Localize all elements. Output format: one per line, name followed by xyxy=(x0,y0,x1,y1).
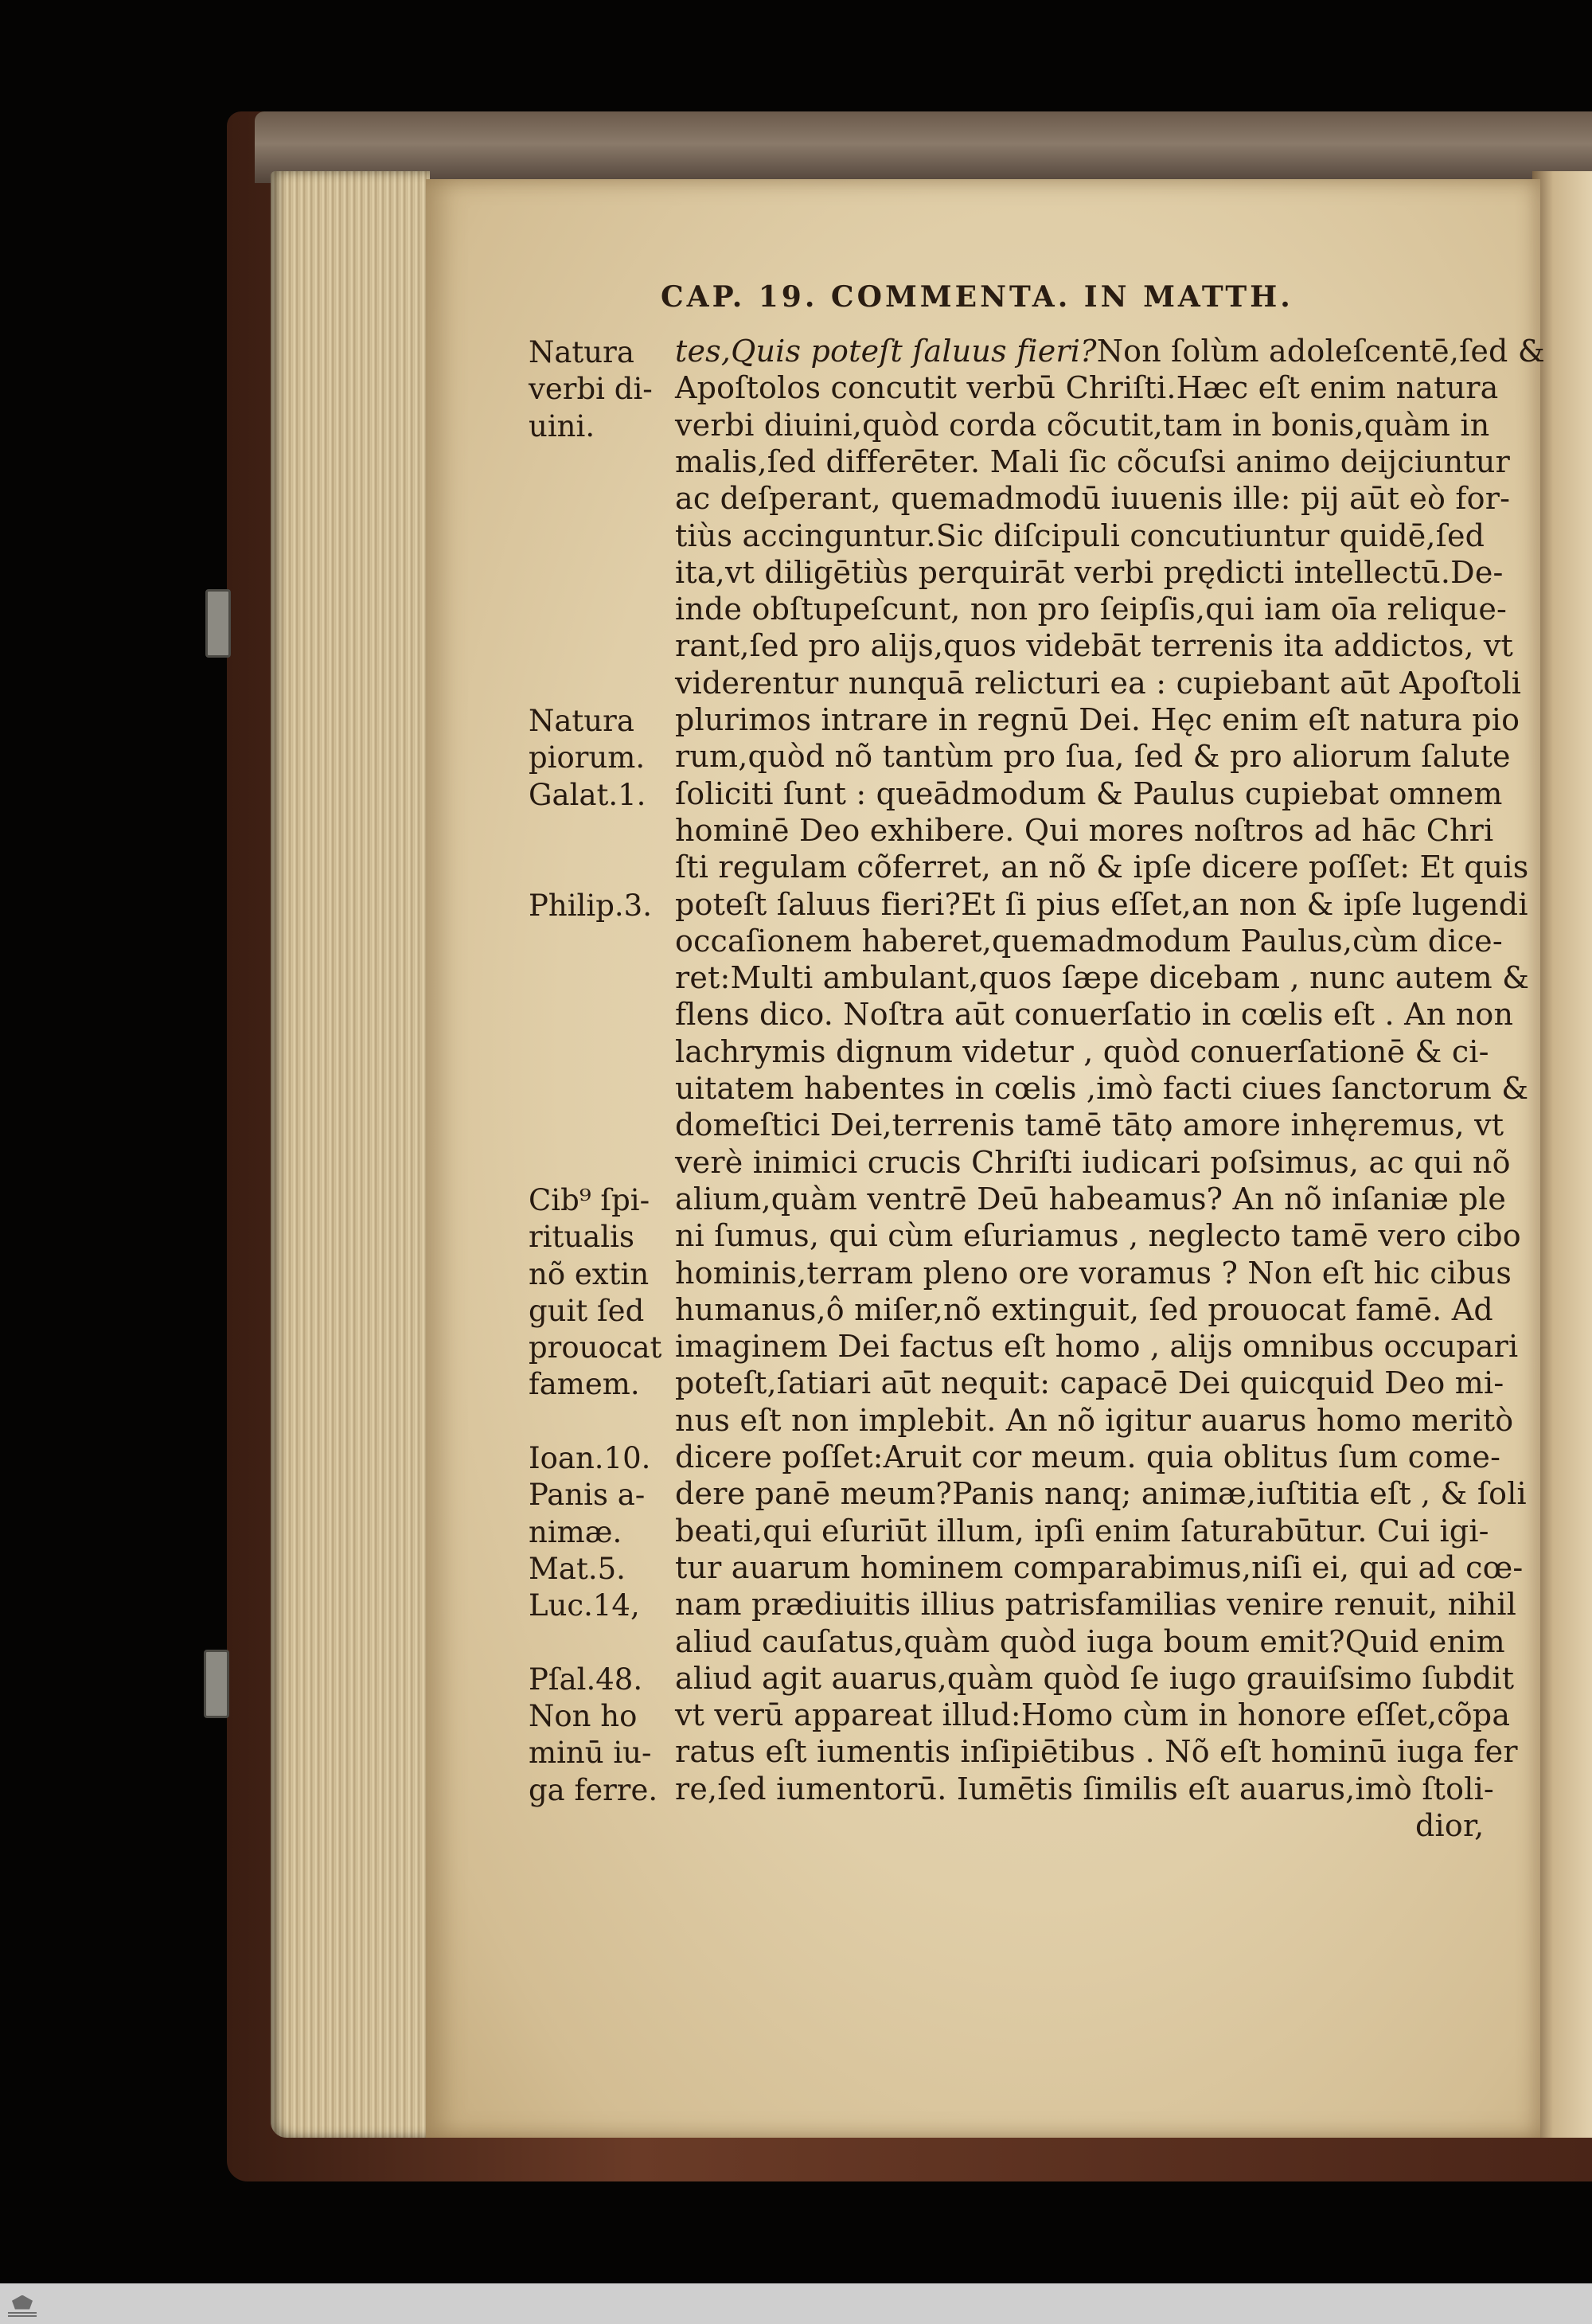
text-line xyxy=(675,334,1545,369)
margin-note: Panis a- xyxy=(529,1478,646,1513)
line-text: flens dico. Noſtra aūt conuerſatio in cœlis eſt . An non xyxy=(675,997,1514,1033)
text-line xyxy=(675,518,1485,553)
text-line xyxy=(675,665,1522,701)
clasp-top xyxy=(205,589,231,658)
margin-note: verbi di- xyxy=(529,372,653,407)
clasp-bottom xyxy=(204,1650,229,1718)
line-text: verbi diuini,quòd corda cõcutit,tam in bonis,quàm in xyxy=(675,407,1490,443)
margin-note: Mat.5. xyxy=(529,1551,626,1586)
text-line xyxy=(675,1513,1489,1549)
line-text: aliud cauſatus,quàm quòd iuga boum emit?Quid enim xyxy=(675,1623,1505,1659)
margin-note: famem. xyxy=(529,1367,640,1402)
text-line xyxy=(675,1218,1521,1254)
margin-note: Luc.14, xyxy=(529,1588,640,1623)
line-text: ni ſumus, qui cùm eſuriamus , neglecto tamē vero cibo xyxy=(675,1218,1521,1254)
line-text: alium,quàm ventrē Deū habeamus? An nõ inſaniæ ple xyxy=(675,1181,1507,1217)
text-line xyxy=(675,628,1514,664)
text-line xyxy=(675,1623,1505,1659)
gutter-next-page xyxy=(1532,171,1592,2138)
line-text: re,ſed iumentorū. Iumētis ſimilis eſt auarus,imò ſtoli- xyxy=(675,1771,1494,1806)
italic-phrase: tes,Quis poteſt ſaluus fieri? xyxy=(675,334,1097,369)
text-line xyxy=(675,1144,1511,1180)
running-head: CAP. 19. COMMENTA. IN MATTH. xyxy=(661,280,1294,314)
text-line xyxy=(675,812,1494,848)
text-line xyxy=(675,1734,1518,1770)
text-line xyxy=(675,1033,1489,1069)
text-line xyxy=(675,554,1504,590)
line-text: rant,ſed pro alijs,quos videbāt terrenis ita addictos, vt xyxy=(675,628,1514,664)
text-line xyxy=(675,997,1514,1033)
line-text: tiùs accinguntur.Sic diſcipuli concutiuntur quidē,ſed xyxy=(675,518,1485,553)
margin-note: nõ extin xyxy=(529,1256,650,1291)
line-text: vt verū appareat illud:Homo cùm in honore eſſet,cõpa xyxy=(675,1697,1511,1733)
line-text: Apoſtolos concutit verbū Chriſti.Hæc eſt enim natura xyxy=(675,370,1499,406)
text-line xyxy=(675,1365,1504,1401)
line-text: plurimos intrare in regnū Dei. Hęc enim eſt natura pio xyxy=(675,702,1520,737)
text-line xyxy=(675,1071,1529,1106)
margin-note: prouocat xyxy=(529,1330,662,1365)
text-line xyxy=(675,739,1511,775)
line-text: ac deſperant, quemadmodū iuuenis ille: pij aūt eò for- xyxy=(675,481,1511,517)
line-text: lachrymis dignum videtur , quòd conuerſationē & ci- xyxy=(675,1033,1489,1069)
text-line xyxy=(675,1291,1493,1327)
line-text: nam prædiuitis illius patrisfamilias venire renuit, nihil xyxy=(675,1587,1517,1623)
headband xyxy=(255,111,1592,183)
line-text: dicere poſſet:Aruit cor meum. quia oblitus ſum come- xyxy=(675,1439,1501,1474)
margin-note: guit ſed xyxy=(529,1293,645,1328)
line-text: hominē Deo exhibere. Qui mores noſtros ad hāc Chri xyxy=(675,812,1494,848)
line-text: imaginem Dei factus eſt homo , alijs omnibus occupari xyxy=(675,1329,1519,1365)
line-text: humanus,ô miſer,nõ extinguit, ſed prouocat famē. Ad xyxy=(675,1291,1493,1327)
text-line xyxy=(675,886,1528,922)
line-text: inde obſtupeſcunt, non pro ſeipſis,qui iam oīa relique- xyxy=(675,592,1508,627)
margin-note: Cib⁹ ſpi- xyxy=(529,1182,650,1217)
text-line xyxy=(675,443,1510,479)
margin-note: piorum. xyxy=(529,740,646,775)
line-text: viderentur nunquā relicturi ea : cupiebant aūt Apoſtoli xyxy=(675,665,1522,701)
text-line xyxy=(675,1660,1515,1696)
line-text: nus eſt non implebit. An nõ igitur auarus homo meritò xyxy=(675,1402,1514,1438)
line-text: dere panē meum?Panis nanq; animæ,iuſtitia eſt , & ſoli xyxy=(675,1476,1527,1512)
line-text: ſti regulam cõferret, an nõ & ipſe dicere poſſet: Et quis xyxy=(675,850,1529,885)
margin-note: Non ho xyxy=(529,1699,638,1734)
text-line xyxy=(675,1549,1524,1585)
line-text: malis,ſed differēter. Mali ſic cõcuſsi animo deijciuntur xyxy=(675,443,1510,479)
text-line xyxy=(675,775,1503,811)
line-text: beati,qui eſuriūt illum, ipſi enim ſaturabūtur. Cui igi- xyxy=(675,1513,1489,1549)
text-line xyxy=(675,407,1490,443)
margin-note: Natura xyxy=(529,335,634,369)
line-text: ita,vt diligētiùs perquirāt verbi prędicti intellectū.De- xyxy=(675,554,1504,590)
margin-note: Ioan.10. xyxy=(529,1441,651,1475)
text-line xyxy=(675,1771,1494,1806)
text-line xyxy=(675,850,1529,885)
text-line xyxy=(675,1107,1504,1143)
viewer-footer-bar xyxy=(0,2283,1592,2324)
line-text: tur auarum hominem comparabimus,niſi ei, qui ad cœ- xyxy=(675,1549,1524,1585)
margin-note: Pſal.48. xyxy=(529,1662,643,1697)
line-text: ratus eſt iumentis inſipiētibus . Nõ eſt hominū iuga fer xyxy=(675,1734,1518,1770)
line-text: Non ſolùm adoleſcentē,ſed & xyxy=(1096,334,1545,369)
margin-note: ga ferre. xyxy=(529,1772,658,1807)
text-line xyxy=(675,702,1520,737)
line-text: hominis,terram pleno ore voramus ? Non eſt hic cibus xyxy=(675,1255,1512,1291)
text-line xyxy=(675,923,1503,959)
text-line xyxy=(675,1402,1514,1438)
text-line xyxy=(675,1329,1519,1365)
margin-note: minū iu- xyxy=(529,1736,652,1771)
line-text: ſoliciti ſunt : queādmodum & Paulus cupiebat omnem xyxy=(675,775,1503,811)
page-edges xyxy=(271,171,430,2138)
margin-note: Galat.1. xyxy=(529,777,646,812)
text-line xyxy=(675,1255,1512,1291)
text-line xyxy=(675,1476,1527,1512)
line-text: verè inimici crucis Chriſti iudicari poſsimus, ac qui nõ xyxy=(675,1144,1511,1180)
line-text: rum,quòd nõ tantùm pro ſua, ſed & pro aliorum ſalute xyxy=(675,739,1511,775)
library-logo-icon xyxy=(5,2290,40,2318)
text-line xyxy=(675,1181,1507,1217)
margin-note: Natura xyxy=(529,704,634,738)
line-text: aliud agit auarus,quàm quòd ſe iugo grauiſsimo ſubdit xyxy=(675,1660,1515,1696)
margin-note: Philip.3. xyxy=(529,888,652,923)
text-line xyxy=(1415,1810,1484,1841)
text-line xyxy=(675,370,1499,406)
margin-note: nimæ. xyxy=(529,1514,622,1549)
margin-note: ritualis xyxy=(529,1220,634,1255)
text-line xyxy=(675,481,1511,517)
margin-note: uini. xyxy=(529,408,595,443)
line-text: occaſionem haberet,quemadmodum Paulus,cùm dice- xyxy=(675,923,1503,959)
line-text: uitatem habentes in cœlis ,imò facti ciues ſanctorum & xyxy=(675,1071,1529,1106)
line-text: dior, xyxy=(1415,1808,1485,1843)
text-line xyxy=(675,960,1530,996)
text-line xyxy=(675,1587,1517,1623)
line-text: ret:Multi ambulant,quos ſæpe dicebam , nunc autem & xyxy=(675,960,1530,996)
text-line xyxy=(675,1697,1511,1733)
text-line xyxy=(675,1439,1501,1474)
line-text: poteſt ſaluus fieri?Et ſi pius eſſet,an non & ipſe lugendi xyxy=(675,886,1528,922)
text-line xyxy=(675,592,1508,627)
line-text: domeſtici Dei,terrenis tamē tātọ amore inhęremus, vt xyxy=(675,1107,1504,1143)
line-text: poteſt,ſatiari aūt nequit: capacē Dei quicquid Deo mi- xyxy=(675,1365,1504,1401)
